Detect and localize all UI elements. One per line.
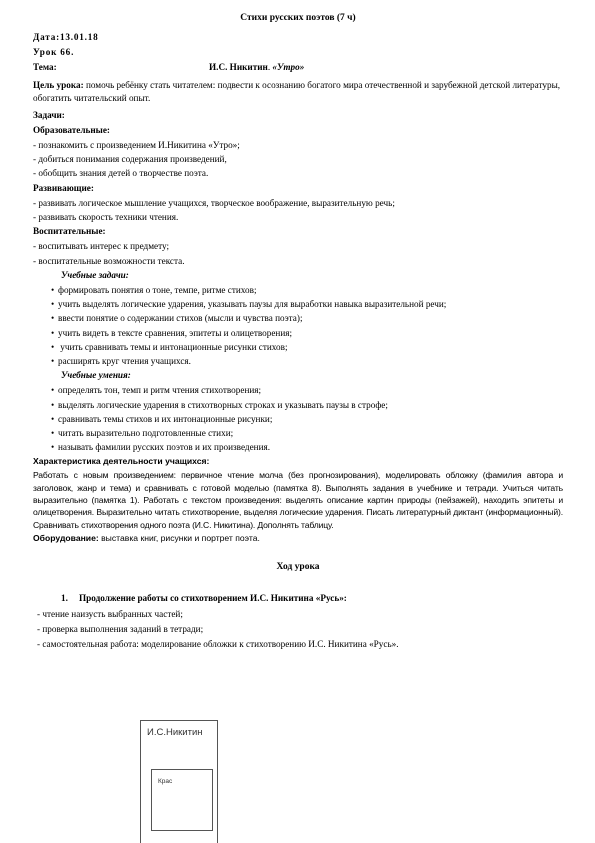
bullet-item: • учить выделять логические ударения, указывать паузы для выработки навыка выразительной речи;: [51, 299, 447, 310]
learning-tasks-heading: Учебные задачи:: [61, 269, 129, 280]
topic-row: [33, 63, 563, 75]
skills-list: [33, 386, 563, 452]
list-item: - добиться понимания содержания произведений,: [33, 154, 227, 165]
educational-list: [33, 141, 563, 179]
cover-inner-frame: [151, 769, 213, 831]
topic-title: «Утро»: [272, 61, 305, 72]
skills-heading: Учебные умения:: [61, 370, 131, 381]
topic-separator: .: [267, 61, 273, 72]
list-item: - обобщить знания детей о творчестве поэта.: [33, 168, 209, 179]
cover-author: И.С.Никитин: [147, 727, 203, 738]
developing-list: [33, 199, 563, 222]
lesson-goal: [33, 79, 563, 106]
topic-value: [209, 63, 304, 72]
bullet-item: • определять тон, темп и ритм чтения стихотворения;: [51, 385, 262, 396]
goal-text: помочь ребёнку стать читателем: подвести к осознанию богатого мира отечественной и зарубежной детской литературы, обогатить читательский опыт.: [33, 79, 561, 104]
lesson-course-heading: Ход урока: [276, 561, 320, 572]
cover-inner-text: Крас: [158, 778, 173, 785]
activity-heading: Характеристика деятельности учащихся:: [33, 456, 210, 467]
bullet-item: • формировать понятия о тоне, темпе, ритме стихов;: [51, 285, 257, 296]
date-line: Дата:13.01.18: [33, 31, 99, 42]
bullet-item: • учить сравнивать темы и интонационные рисунки стихов;: [51, 341, 288, 352]
bullet-item: • ввести понятие о содержании стихов (мысли и чувства поэта);: [51, 313, 303, 324]
goal-label: Цель урока:: [33, 79, 84, 90]
lesson-document: [33, 10, 563, 655]
section-number: 1.: [61, 593, 68, 604]
list-item: - развивать скорость техники чтения.: [33, 212, 179, 223]
list-item: - проверка выполнения заданий в тетради;: [37, 623, 204, 634]
learning-tasks-list: [33, 286, 563, 366]
list-item: - чтение наизусть выбранных частей;: [37, 608, 183, 619]
educational-heading: Образовательные:: [33, 124, 110, 135]
upbringing-list: [33, 242, 563, 265]
book-cover-model: [140, 720, 218, 843]
section-list: [33, 610, 563, 650]
lesson-number: Урок 66.: [33, 46, 75, 57]
bullet-item: • расширять круг чтения учащихся.: [51, 356, 191, 367]
equipment-label: Оборудование:: [33, 533, 99, 544]
topic-label: Тема:: [33, 61, 57, 72]
section-title: Продолжение работы со стихотворением И.С. Никитина «Русь»:: [79, 593, 347, 604]
list-item: - развивать логическое мышление учащихся, творческое воображение, выразительную речь;: [33, 197, 395, 208]
list-item: - воспитывать интерес к предмету;: [33, 241, 170, 252]
bullet-item: • сравнивать темы стихов и их интонационные рисунки;: [51, 413, 273, 424]
bullet-item: • читать выразительно подготовленные стихи;: [51, 428, 234, 439]
document-title: Стихи русских поэтов (7 ч): [240, 13, 356, 23]
bullet-item: • выделять логические ударения в стихотворных строках и указывать паузы в строфе;: [51, 399, 388, 410]
bullet-item: • называть фамилии русских поэтов и их произведения.: [51, 442, 271, 453]
developing-heading: Развивающие:: [33, 182, 94, 193]
list-item: - самостоятельная работа: моделирование обложки к стихотворению И.С. Никитина «Русь».: [37, 639, 399, 650]
bullet-item: • учить видеть в тексте сравнения, эпитеты и олицетворения;: [51, 327, 293, 338]
topic-author: И.С. Никитин: [209, 61, 268, 72]
list-item: - воспитательные возможности текста.: [33, 255, 185, 266]
tasks-heading: Задачи:: [33, 109, 65, 120]
equipment-line: [33, 534, 563, 543]
section-heading: [61, 594, 563, 603]
equipment-text: выставка книг, рисунки и портрет поэта.: [98, 533, 260, 544]
upbringing-heading: Воспитательные:: [33, 226, 106, 237]
list-item: - познакомить с произведением И.Никитина «Утро»;: [33, 140, 240, 150]
activity-text: Работать с новым произведением: первичное чтение молча (без прогнозирования), моделировать обложку (фамилия автора и заголовок, жанр и тема) и сравнивать с готовой моделью (памятка 8). Выполнять задания в учебнике и тетради. Учиться читать выразительно (памятка 1). Работать с текстом произведения: выделять описание картин природы (пейзажей), находить эпитеты и олицетворения. Выразительно читать стихотворение, выделяя логические ударения. Писать литературный диктант (информационный). Сравнивать стихотворения одного поэта (И.С. Никитина). Дополнять таблицу.: [33, 470, 563, 530]
